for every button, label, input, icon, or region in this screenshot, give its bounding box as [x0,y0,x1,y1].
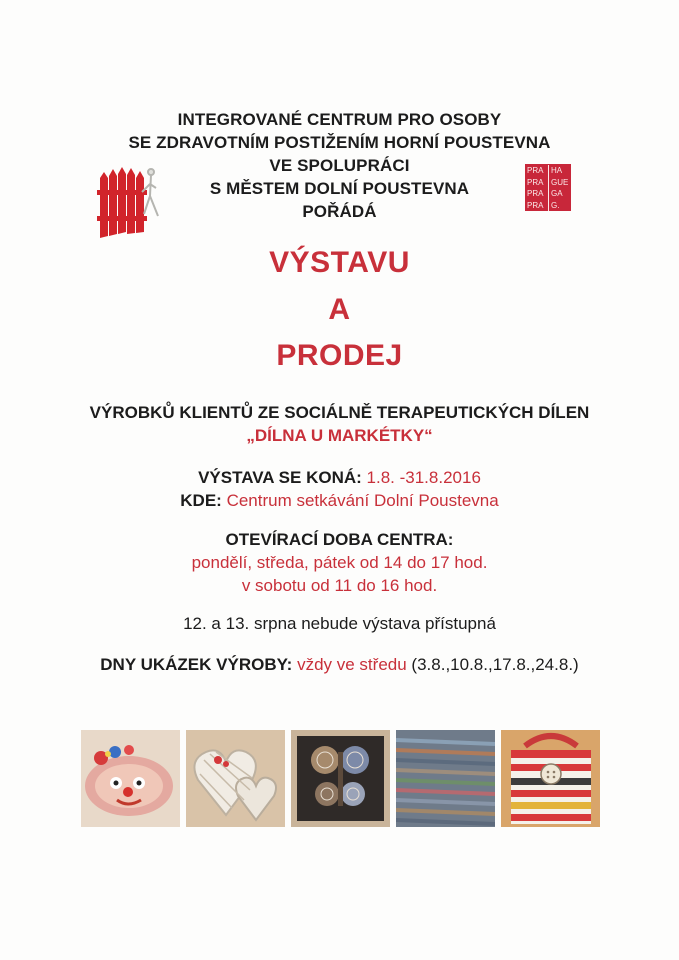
organizer-line-2: SE ZDRAVOTNÍM POSTIŽENÍM HORNÍ POUSTEVNA [128,133,551,152]
clown-face-doily-photo [81,730,180,827]
organizer-line-5: POŘÁDÁ [302,202,377,221]
striped-knitted-bag-photo [501,730,600,827]
logo-text: HA [551,166,563,175]
exhibition-label: VÝSTAVA SE KONÁ: [198,468,362,487]
title-line-3: PRODEJ [276,339,403,372]
woven-textile-photo [396,730,495,827]
exhibition-value: 1.8. -31.8.2016 [366,468,481,487]
exhibition-dates [0,466,679,489]
closed-note: 12. a 13. srpna nebude výstava přístupná [183,614,496,633]
product-photos [81,730,601,827]
where-value: Centrum setkávání Dolní Poustevna [226,491,499,510]
demo-days [0,653,679,676]
organizer-line-4: S MĚSTEM DOLNÍ POUSTEVNA [209,179,470,198]
quilled-butterfly-photo [291,730,390,827]
logo-text: PRA [527,177,549,189]
logo-text: GA [551,189,563,198]
subtitle-line-1: VÝROBKŮ KLIENTŮ ZE SOCIÁLNĚ TERAPEUTICKÝCH DÍLEN [89,403,590,422]
title-line-2: A [328,293,351,326]
logo-text: PRA [527,165,549,177]
demo-value: vždy ve středu [297,655,407,674]
where-label: KDE: [180,491,222,510]
logo-text: PRA [527,188,549,200]
prague-city-logo [525,164,571,211]
logo-text: G. [551,200,560,210]
exhibition-location [0,489,679,512]
opening-hours-saturday: v sobotu od 11 do 16 hod. [241,576,438,595]
wicker-hearts-photo [186,730,285,827]
logo-text: PRA [527,200,549,212]
workshop-name: „DÍLNA U MARKÉTKY“ [246,426,433,445]
logo-text: GUE [551,177,569,187]
opening-hours-label: OTEVÍRACÍ DOBA CENTRA: [225,530,454,549]
organizer-line-1: INTEGROVANÉ CENTRUM PRO OSOBY [177,110,502,129]
red-fence-illustration [94,166,166,242]
demo-label: DNY UKÁZEK VÝROBY: [100,655,293,674]
demo-dates: (3.8.,10.8.,17.8.,24.8.) [411,655,579,674]
title-line-1: VÝSTAVU [269,246,410,279]
organizer-line-3: VE SPOLUPRÁCI [269,156,410,175]
opening-hours-weekday: pondělí, středa, pátek od 14 do 17 hod. [191,553,488,572]
